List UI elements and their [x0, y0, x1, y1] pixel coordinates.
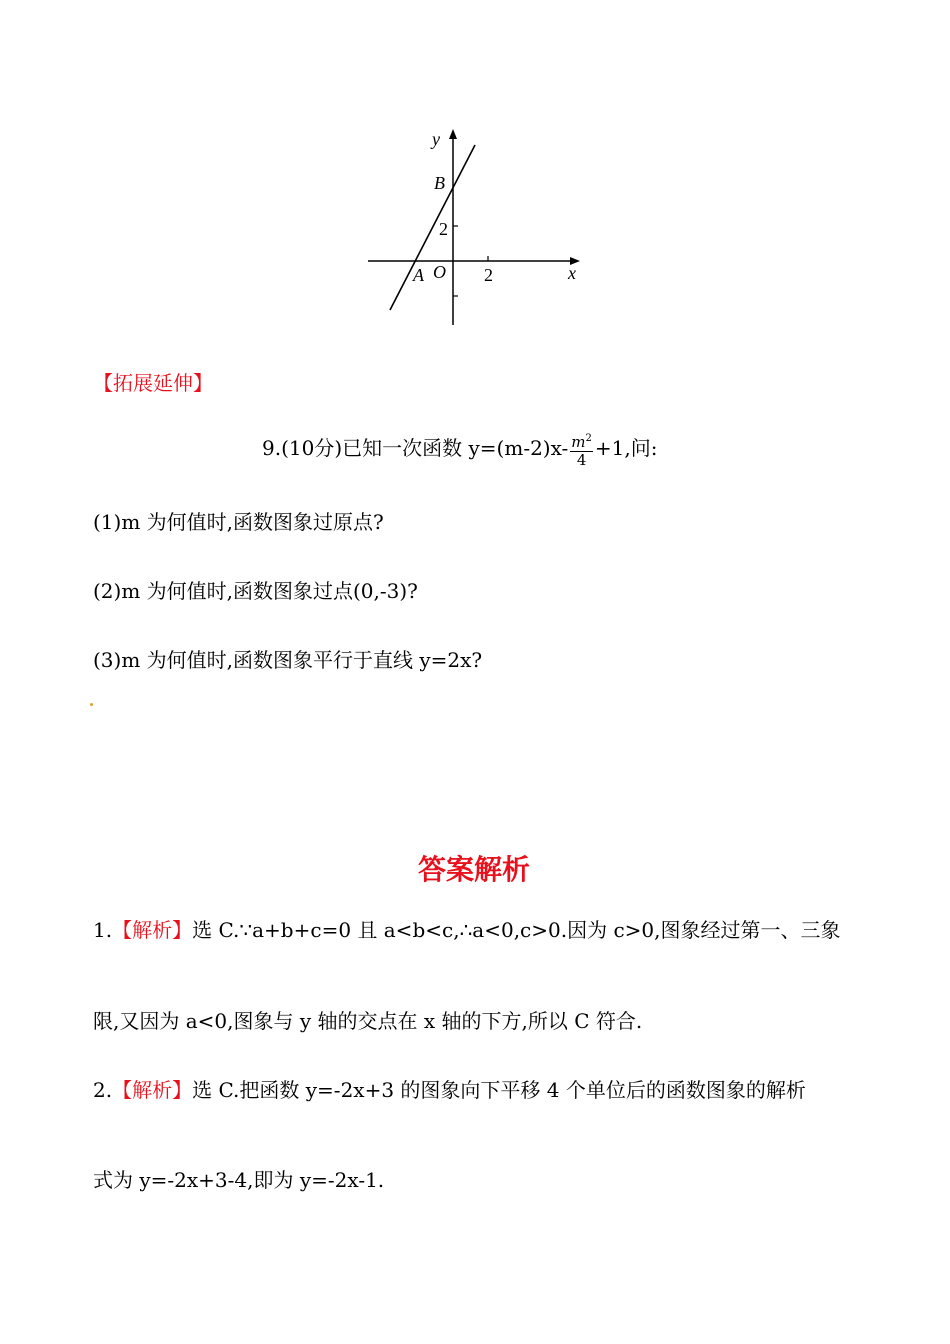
question-9-part-1: (1)m 为何值时,函数图象过原点? — [93, 510, 384, 534]
x-tick-label: 2 — [484, 265, 493, 285]
section-heading: 【拓展延伸】 — [93, 371, 213, 395]
answers-title: 答案解析 — [418, 853, 531, 886]
answer-1-line-2: 限,又因为 a<0,图象与 y 轴的交点在 x 轴的下方,所以 C 符合. — [93, 1009, 643, 1033]
answer-2-tag: 【解析】 — [112, 1078, 193, 1102]
y-axis-arrow-icon — [449, 129, 457, 139]
answer-2-line-1 — [93, 1078, 806, 1102]
answer-1-text-1: 选 C.∵a+b+c=0 且 a<b<c,∴a<0,c>0.因为 c>0,图象经过第一、三象 — [192, 918, 841, 942]
answer-2-number: 2. — [93, 1078, 113, 1102]
answer-2-line-2: 式为 y=-2x+3-4,即为 y=-2x-1. — [93, 1168, 385, 1192]
fraction-exponent: 2 — [585, 433, 592, 444]
question-9-suffix: +1,问: — [594, 436, 658, 460]
question-9-part-3: (3)m 为何值时,函数图象平行于直线 y=2x? — [93, 648, 483, 672]
x-axis-label: x — [568, 263, 576, 283]
coordinate-graph — [360, 125, 590, 330]
answer-2-text-1: 选 C.把函数 y=-2x+3 的图象向下平移 4 个单位后的函数图象的解析 — [192, 1078, 806, 1102]
answer-1-number: 1. — [93, 918, 113, 942]
function-line — [390, 145, 475, 310]
y-axis-label: y — [432, 129, 440, 149]
fraction-numerator: m — [571, 433, 586, 451]
answer-1-line-1 — [93, 918, 841, 942]
stray-mark — [90, 703, 93, 706]
question-9-stem — [262, 430, 657, 469]
answer-1-tag: 【解析】 — [112, 918, 193, 942]
point-b-label: B — [434, 173, 445, 193]
fraction-m-squared-over-4 — [570, 430, 593, 469]
point-a-label: A — [413, 265, 424, 285]
origin-label: O — [433, 262, 446, 282]
y-tick-label: 2 — [439, 219, 448, 239]
fraction-denominator: 4 — [576, 451, 587, 469]
question-9-prefix: 9.(10分)已知一次函数 y=(m-2)x- — [262, 436, 569, 460]
question-9-part-2: (2)m 为何值时,函数图象过点(0,-3)? — [93, 579, 418, 603]
